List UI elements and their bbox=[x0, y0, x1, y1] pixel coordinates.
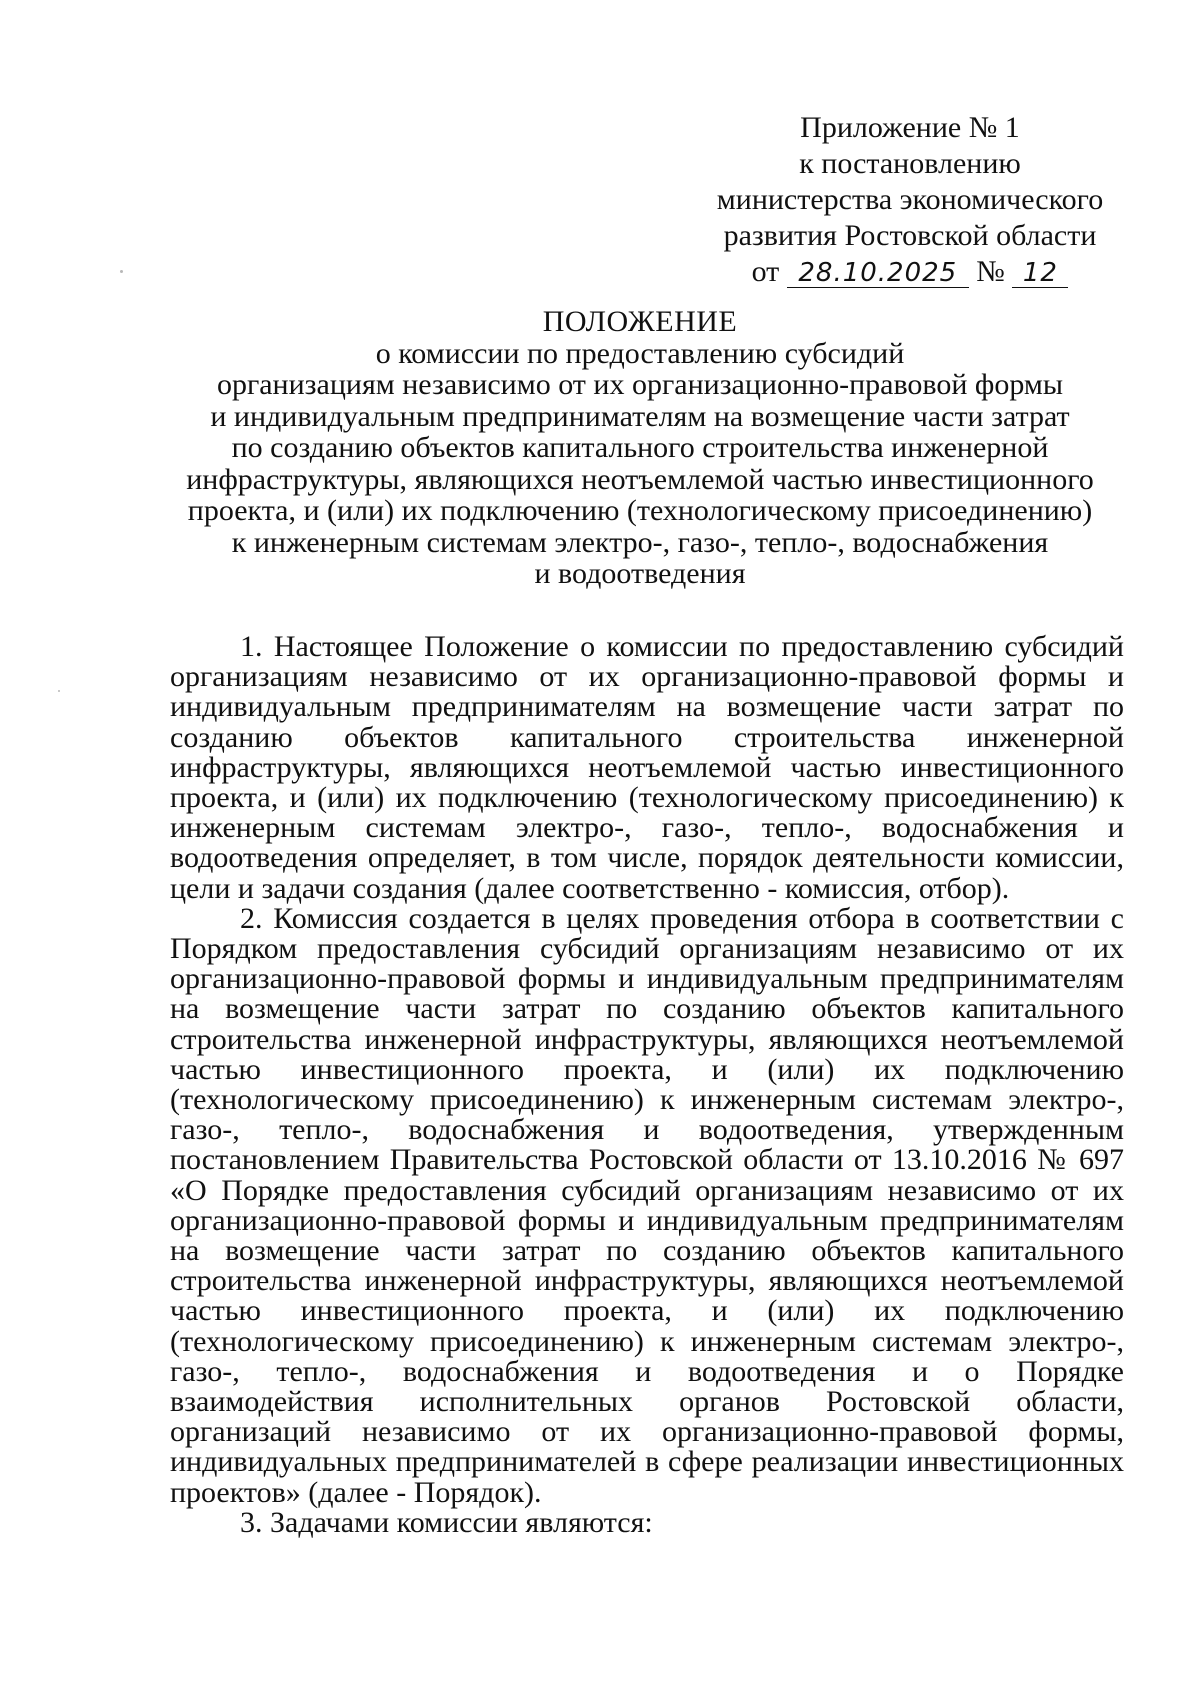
title-line: инфраструктуры, являющихся неотъемлемой частью инвестиционного bbox=[186, 462, 1094, 496]
paragraph-3: 3. Задачами комиссии являются: bbox=[240, 1505, 653, 1539]
handwritten-date: 28.10.2025 bbox=[787, 259, 969, 288]
document-body bbox=[170, 632, 1124, 1538]
title-heading: ПОЛОЖЕНИЕ bbox=[542, 305, 738, 338]
annex-date-number-line bbox=[700, 254, 1120, 290]
title-line: и водоотведения bbox=[534, 557, 746, 590]
annex-header bbox=[700, 110, 1120, 290]
scan-speck bbox=[120, 270, 123, 273]
annex-line-region: развития Ростовской области bbox=[723, 219, 1097, 252]
annex-line-ministry: министерства экономического bbox=[716, 183, 1104, 216]
from-label: от bbox=[751, 255, 780, 288]
title-line: и индивидуальным предпринимателям на возмещение части затрат bbox=[210, 399, 1070, 433]
handwritten-number: 12 bbox=[1012, 259, 1068, 288]
annex-title: Приложение № 1 bbox=[800, 111, 1020, 144]
document-title bbox=[160, 306, 1120, 590]
paragraph-2: 2. Комиссия создается в целях проведения отбора в соответствии с Порядком предоставления субсидий организациям независимо от их организационно-правовой формы и индивидуальным предпринимателям на возмещение части затрат по созданию объектов капитального строительства инженерной инфраструктуры, являющихся неотъемлемой частью инвестиционного проекта, и (или) их подключению (технологическому присоединению) к инженерным системам электро-, газо-, тепло-, водоснабжения и водоотведения, утвержденным постановлением Правительства Ростовской области от 13.10.2016 № 697 «О Порядке предоставления субсидий организациям независимо от их организационно-правовой формы и индивидуальным предпринимателям на возмещение части затрат по созданию объектов капитального строительства инженерной инфраструктуры, являющихся неотъемлемой частью инвестиционного проекта, и (или) их подключению (технологическому присоединению) к инженерным системам электро-, газо-, тепло-, водоснабжения и водоотведения и о Порядке взаимодействия исполнительных органов Ростовской области, организаций независимо от их организационно-правовой формы, индивидуальных предпринимателей в сфере реализации инвестиционных проектов» (далее - Порядок). bbox=[170, 901, 1124, 1509]
annex-line-resolution: к постановлению bbox=[799, 147, 1021, 180]
title-line: по созданию объектов капитального строительства инженерной bbox=[231, 431, 1049, 464]
number-label: № bbox=[976, 255, 1005, 288]
title-line: проекта, и (или) их подключению (технологическому присоединению) bbox=[187, 494, 1093, 527]
paragraph-1: 1. Настоящее Положение о комиссии по предоставлению субсидий организациям независимо от их организационно-правовой формы и индивидуальным предпринимателям на возмещение части затрат по созданию объектов капитального строительства инженерной инфраструктуры, являющихся неотъемлемой частью инвестиционного проекта, и (или) их подключению (технологическому присоединению) к инженерным системам электро-, газо-, тепло-, водоснабжения и водоотведения определяет, в том числе, порядок деятельности комиссии, цели и задачи создания (далее соответственно - комиссия, отбор). bbox=[170, 630, 1124, 905]
title-line: о комиссии по предоставлению субсидий bbox=[375, 336, 905, 370]
title-line: к инженерным системам электро-, газо-, тепло-, водоснабжения bbox=[231, 525, 1049, 559]
title-line: организациям независимо от их организационно-правовой формы bbox=[216, 368, 1064, 401]
scan-speck bbox=[58, 690, 60, 692]
